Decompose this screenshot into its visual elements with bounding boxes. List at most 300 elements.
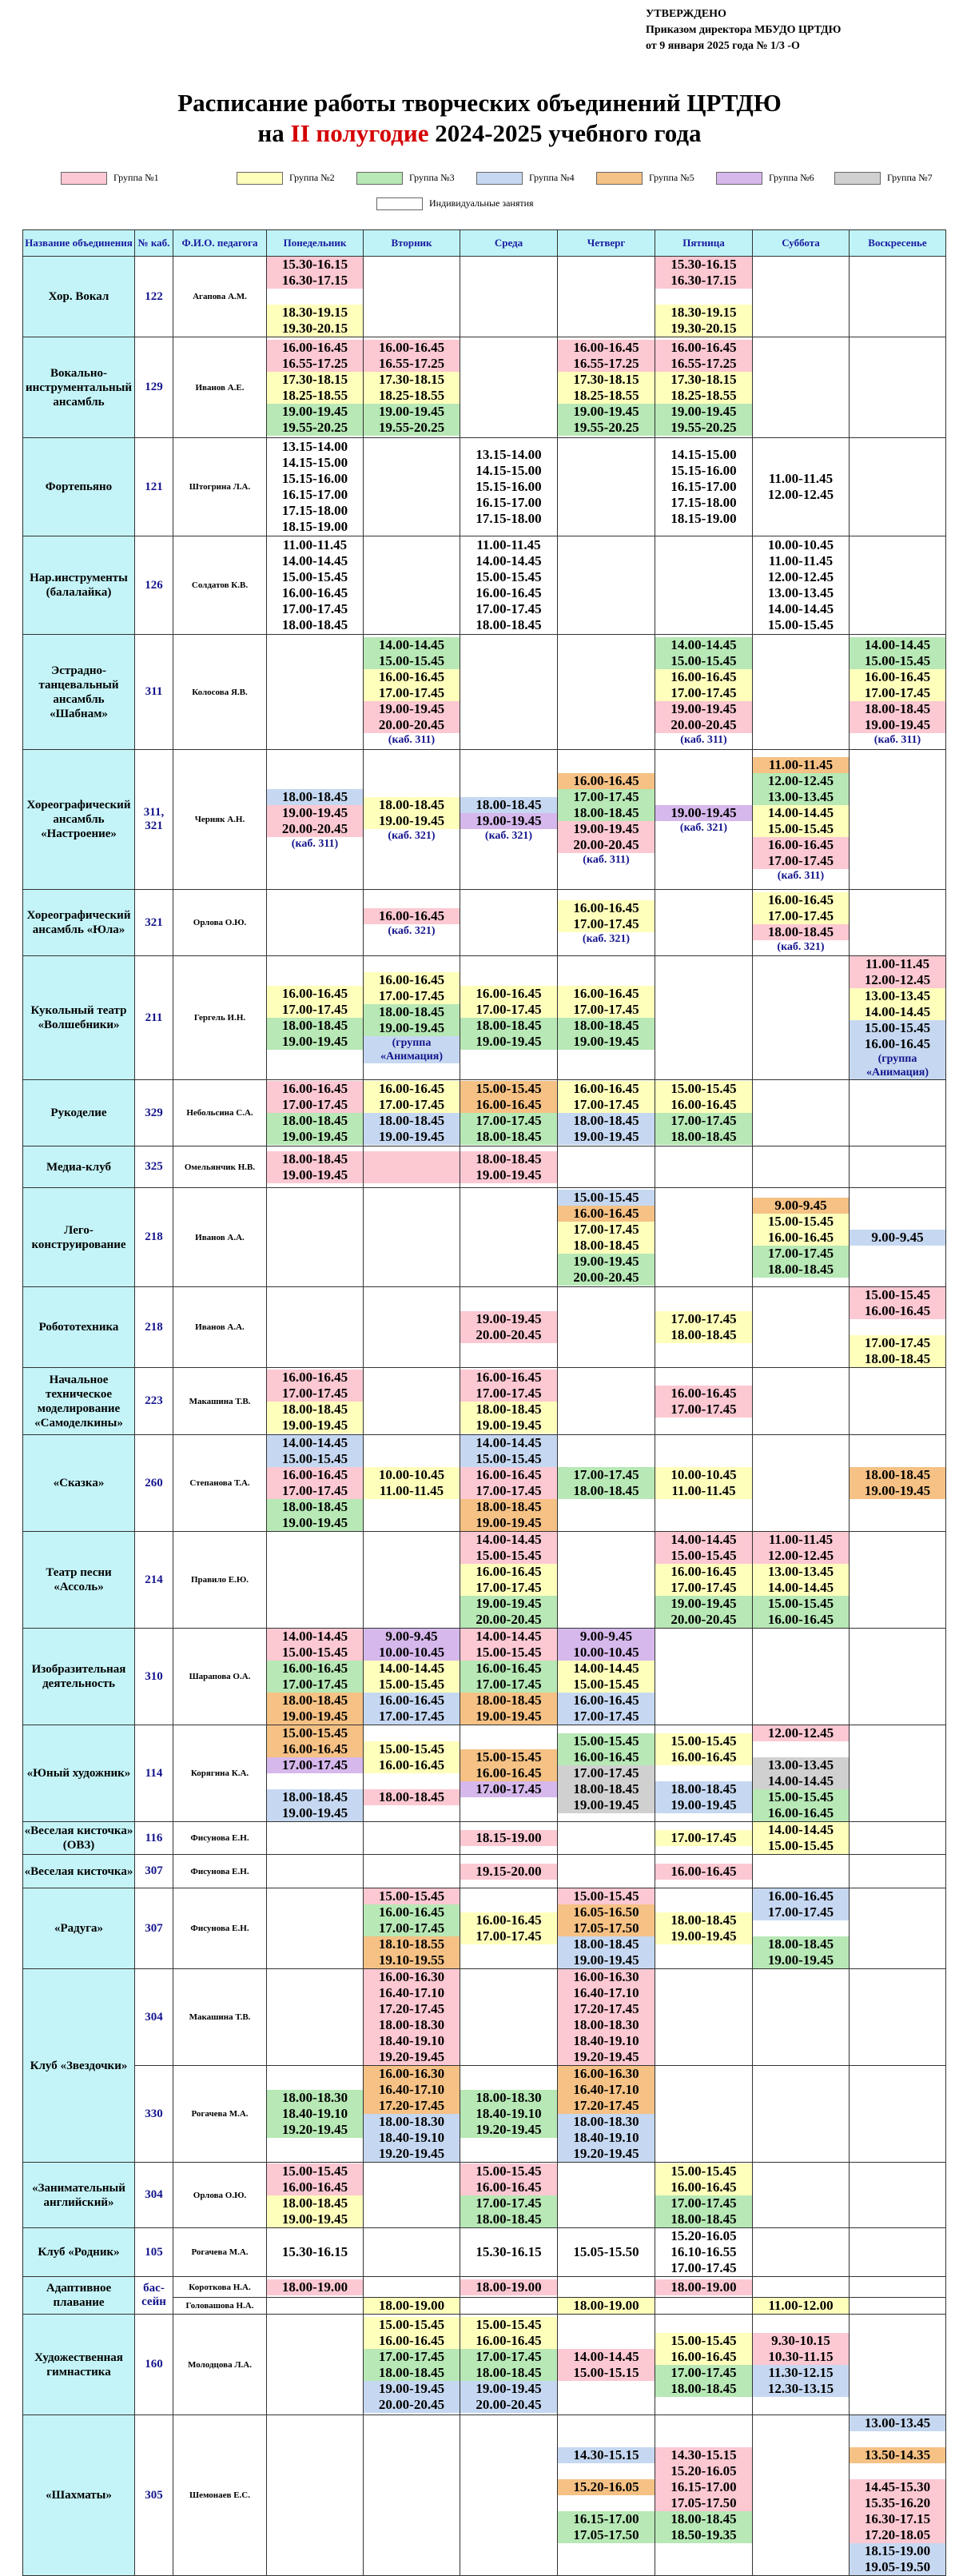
time-slot: 18.00-18.45 bbox=[460, 2365, 557, 2381]
column-header: № каб. bbox=[135, 230, 173, 257]
time-slot: 14.00-14.45 bbox=[364, 637, 460, 653]
day-cell bbox=[753, 1188, 850, 1287]
legend-label: Группа №5 bbox=[649, 172, 694, 183]
time-slot: 15.00-15.45 bbox=[364, 1888, 460, 1904]
time-slot: 16.00-16.45 bbox=[655, 2349, 752, 2365]
time-slot: 11.00-11.45 bbox=[753, 757, 849, 773]
day-cell bbox=[850, 1822, 946, 1855]
time-slot: 19.00-19.45 bbox=[558, 1034, 655, 1050]
room-number: 310 bbox=[135, 1629, 173, 1725]
time-slot: 15.00-15.45 bbox=[267, 1645, 363, 1661]
time-slot: 18.15-19.00 bbox=[850, 2543, 945, 2559]
time-slot: 17.00-17.45 bbox=[364, 1709, 460, 1725]
time-slot: 14.00-14.45 bbox=[850, 637, 945, 653]
teacher-name: Орлова О.Ю. bbox=[173, 890, 267, 956]
time-slot: 20.00-20.45 bbox=[558, 837, 655, 853]
time-slot: 14.00-14.45 bbox=[558, 2349, 655, 2365]
time-slot: 18.00-18.45 bbox=[753, 1262, 849, 1278]
color-legend bbox=[61, 171, 933, 219]
table-row bbox=[23, 2277, 946, 2298]
table-row bbox=[23, 890, 946, 956]
time-slot: 18.00-18.45 bbox=[558, 1113, 655, 1129]
time-slot bbox=[364, 1151, 460, 1167]
association-name: Эстрадно-танцевальный ансамбль «Шабнам» bbox=[23, 635, 135, 750]
time-slot: 20.00-20.45 bbox=[655, 1612, 752, 1628]
room-number: 311 bbox=[135, 635, 173, 750]
legend-item bbox=[716, 171, 814, 185]
day-cell bbox=[267, 1287, 364, 1368]
table-row bbox=[23, 1532, 946, 1629]
time-slot: 15.00-15.45 bbox=[655, 1548, 752, 1564]
column-header: Название объединения bbox=[23, 230, 135, 257]
room-note: (каб. 311) bbox=[873, 734, 921, 746]
time-slot: 19.00-19.45 bbox=[364, 813, 460, 829]
time-slot: 18.50-19.35 bbox=[655, 2527, 752, 2543]
day-cell bbox=[267, 1532, 364, 1629]
time-slot: 19.00-19.45 bbox=[558, 1797, 655, 1813]
time-slot: 19.20-19.45 bbox=[267, 2122, 363, 2138]
day-cell bbox=[558, 1629, 655, 1725]
time-slot: 15.00-15.45 bbox=[364, 1741, 460, 1757]
room-number: 307 bbox=[135, 1888, 173, 1969]
time-slot: 18.25-18.55 bbox=[655, 388, 752, 404]
day-cell bbox=[655, 635, 753, 750]
time-slot: 16.00-16.45 bbox=[558, 986, 655, 1002]
time-slot: 18.00-19.00 bbox=[267, 2279, 363, 2295]
time-slot: 16.00-16.45 bbox=[267, 986, 363, 1002]
day-cell bbox=[558, 1146, 655, 1188]
time-slot: 18.00-18.45 bbox=[460, 617, 557, 633]
time-slot: 14.00-14.45 bbox=[753, 601, 849, 617]
day-cell bbox=[460, 2315, 558, 2415]
association-name: «Веселая кисточка» bbox=[23, 1855, 135, 1888]
time-slot: 17.00-17.45 bbox=[460, 2349, 557, 2365]
time-slot bbox=[267, 1773, 363, 1789]
day-cell bbox=[460, 1287, 558, 1368]
time-slot: 16.00-16.45 bbox=[364, 2333, 460, 2349]
time-slot: 15.30-16.15 bbox=[267, 2244, 363, 2260]
day-cell bbox=[753, 1287, 850, 1368]
time-slot: 16.15-17.00 bbox=[655, 479, 752, 495]
day-cell bbox=[655, 1855, 753, 1888]
time-slot: 15.00-15.45 bbox=[850, 653, 945, 669]
time-slot: 14.15-15.00 bbox=[655, 447, 752, 463]
time-slot: 18.00-18.45 bbox=[753, 1936, 849, 1952]
day-cell bbox=[460, 750, 558, 890]
time-slot: 18.00-19.00 bbox=[460, 2279, 557, 2295]
association-name: «Шахматы» bbox=[23, 2415, 135, 2576]
time-slot: 17.05-17.50 bbox=[558, 2527, 655, 2543]
legend-item bbox=[376, 197, 534, 210]
time-slot: 17.00-17.45 bbox=[267, 1483, 363, 1499]
day-cell bbox=[655, 1188, 753, 1287]
time-slot: 18.00-18.45 bbox=[267, 617, 363, 633]
teacher-name: Рогачева М.А. bbox=[173, 2066, 267, 2163]
time-slot: 18.15-19.00 bbox=[460, 1830, 557, 1846]
table-row bbox=[23, 956, 946, 1080]
day-cell bbox=[850, 635, 946, 750]
time-slot: 17.00-17.45 bbox=[460, 1113, 557, 1129]
day-cell bbox=[850, 1532, 946, 1629]
day-cell bbox=[267, 2315, 364, 2415]
day-cell bbox=[460, 1855, 558, 1888]
teacher-name: Черняк А.Н. bbox=[173, 750, 267, 890]
association-name: «Радуга» bbox=[23, 1888, 135, 1969]
room-note: (каб. 321) bbox=[388, 829, 436, 842]
day-cell bbox=[558, 635, 655, 750]
time-slot: 16.30-17.15 bbox=[267, 273, 363, 289]
day-cell bbox=[753, 890, 850, 956]
day-cell bbox=[850, 1368, 946, 1435]
time-slot: 16.00-16.30 bbox=[364, 2066, 460, 2082]
association-name: «Сказка» bbox=[23, 1435, 135, 1532]
room-note: (группа «Анимация) bbox=[364, 1036, 460, 1063]
title-line-1: Расписание работы творческих объединений ЦРТДЮ bbox=[177, 89, 782, 117]
time-slot: 18.00-19.00 bbox=[364, 2298, 460, 2314]
time-slot: 15.00-15.45 bbox=[460, 2317, 557, 2333]
day-cell bbox=[850, 2277, 946, 2298]
day-cell bbox=[267, 890, 364, 956]
time-slot: 17.00-17.45 bbox=[753, 1246, 849, 1262]
time-slot: 17.00-17.45 bbox=[753, 853, 849, 869]
time-slot: 17.00-17.45 bbox=[267, 1097, 363, 1113]
time-slot: 20.00-20.45 bbox=[460, 1327, 557, 1343]
time-slot: 15.00-15.45 bbox=[655, 653, 752, 669]
time-slot: 17.00-17.45 bbox=[850, 685, 945, 701]
association-name: Клуб «Родник» bbox=[23, 2228, 135, 2277]
table-row bbox=[23, 1888, 946, 1969]
time-slot: 18.00-18.45 bbox=[267, 1402, 363, 1418]
time-slot: 17.00-17.45 bbox=[267, 1386, 363, 1402]
day-cell bbox=[558, 2163, 655, 2228]
day-cell bbox=[267, 1822, 364, 1855]
day-cell bbox=[267, 2163, 364, 2228]
time-slot: 17.00-17.45 bbox=[364, 1920, 460, 1936]
time-slot: 10.30-11.15 bbox=[753, 2349, 849, 2365]
time-slot: 16.00-16.45 bbox=[655, 1097, 752, 1113]
day-cell bbox=[460, 1969, 558, 2066]
title-suffix: 2024-2025 учебного года bbox=[435, 119, 702, 147]
time-slot: 19.00-19.45 bbox=[460, 1596, 557, 1612]
day-cell bbox=[753, 1888, 850, 1969]
time-slot: 17.20-17.45 bbox=[364, 2001, 460, 2017]
teacher-name: Шарапова О.А. bbox=[173, 1629, 267, 1725]
room-number: 129 bbox=[135, 337, 173, 438]
time-slot: 14.00-14.45 bbox=[460, 553, 557, 569]
time-slot: 16.00-16.45 bbox=[460, 1765, 557, 1781]
time-slot bbox=[558, 2495, 655, 2511]
day-cell bbox=[267, 337, 364, 438]
time-slot: 15.00-15.45 bbox=[460, 1451, 557, 1467]
room-note: (каб. 321) bbox=[484, 829, 533, 842]
time-slot: 10.00-10.45 bbox=[655, 1467, 752, 1483]
time-slot: 12.00-12.45 bbox=[753, 487, 849, 503]
time-slot: 18.25-18.55 bbox=[558, 388, 655, 404]
time-slot: 11.00-11.45 bbox=[364, 1483, 460, 1499]
legend-swatch bbox=[476, 172, 523, 185]
room-note: (группа «Анимация) bbox=[850, 1052, 945, 1079]
time-slot: 16.00-16.45 bbox=[850, 1036, 945, 1052]
time-slot: 15.00-15.45 bbox=[364, 653, 460, 669]
column-header: Понедельник bbox=[267, 230, 364, 257]
time-slot: 18.30-19.15 bbox=[267, 305, 363, 321]
day-cell bbox=[364, 1969, 460, 2066]
time-slot: 19.00-19.45 bbox=[558, 821, 655, 837]
day-cell bbox=[753, 635, 850, 750]
time-slot: 15.00-15.45 bbox=[850, 1020, 945, 1036]
time-slot: 14.00-14.45 bbox=[267, 553, 363, 569]
time-slot: 16.15-17.00 bbox=[460, 495, 557, 511]
time-slot: 17.15-18.00 bbox=[267, 503, 363, 519]
time-slot: 18.00-18.45 bbox=[267, 789, 363, 805]
column-header: Четверг bbox=[558, 230, 655, 257]
time-slot: 12.00-12.45 bbox=[753, 569, 849, 585]
time-slot: 17.00-17.45 bbox=[558, 1222, 655, 1238]
day-cell bbox=[850, 536, 946, 635]
time-slot: 17.15-18.00 bbox=[460, 511, 557, 527]
time-slot bbox=[753, 1920, 849, 1936]
legend-label: Группа №6 bbox=[769, 172, 814, 183]
time-slot: 18.00-18.45 bbox=[460, 1151, 557, 1167]
room-number: 304 bbox=[135, 1969, 173, 2066]
time-slot: 17.00-17.45 bbox=[655, 1402, 752, 1418]
time-slot: 19.00-19.45 bbox=[460, 2381, 557, 2397]
day-cell bbox=[364, 438, 460, 536]
day-cell bbox=[267, 2066, 364, 2163]
day-cell bbox=[558, 2228, 655, 2277]
approval-line-3: от 9 января 2025 года № 1/3 -О bbox=[646, 40, 800, 52]
time-slot: 17.00-17.45 bbox=[558, 1467, 655, 1483]
time-slot: 17.00-17.45 bbox=[267, 601, 363, 617]
association-name: Хореографический ансамбль «Настроение» bbox=[23, 750, 135, 890]
time-slot: 15.20-16.05 bbox=[655, 2463, 752, 2479]
room-note: (каб. 311) bbox=[583, 853, 630, 866]
table-row bbox=[23, 1287, 946, 1368]
day-cell bbox=[364, 2163, 460, 2228]
approval-line-1: УТВЕРЖДЕНО bbox=[646, 8, 726, 20]
day-cell bbox=[655, 2228, 753, 2277]
day-cell bbox=[850, 1287, 946, 1368]
time-slot: 18.25-18.55 bbox=[364, 388, 460, 404]
time-slot: 19.00-19.45 bbox=[558, 404, 655, 420]
day-cell bbox=[364, 536, 460, 635]
room-note: (каб. 321) bbox=[777, 940, 825, 953]
day-cell bbox=[460, 1532, 558, 1629]
day-cell bbox=[364, 337, 460, 438]
room-note: (каб. 321) bbox=[388, 924, 436, 937]
time-slot: 16.00-16.45 bbox=[267, 1661, 363, 1677]
time-slot: 9.00-9.45 bbox=[850, 1230, 945, 1246]
day-cell bbox=[558, 438, 655, 536]
time-slot: 19.00-19.45 bbox=[267, 1129, 363, 1145]
day-cell bbox=[558, 2066, 655, 2163]
time-slot: 15.15-16.00 bbox=[655, 463, 752, 479]
room-number: 329 bbox=[135, 1080, 173, 1146]
room-note: (каб. 321) bbox=[582, 932, 631, 945]
time-slot: 15.00-15.45 bbox=[655, 2333, 752, 2349]
time-slot: 15.00-15.45 bbox=[460, 2163, 557, 2179]
time-slot: 14.30-15.15 bbox=[558, 2447, 655, 2463]
time-slot: 18.40-19.10 bbox=[558, 2033, 655, 2049]
time-slot: 18.00-18.30 bbox=[460, 2090, 557, 2106]
time-slot: 17.20-17.45 bbox=[558, 2001, 655, 2017]
room-number: 122 bbox=[135, 257, 173, 337]
time-slot: 15.15-16.00 bbox=[267, 471, 363, 487]
time-slot: 17.00-17.45 bbox=[460, 1002, 557, 1018]
day-cell bbox=[558, 750, 655, 890]
room-number: бас-сейн bbox=[135, 2277, 173, 2315]
association-name: Начальное техническое моделирование «Самоделкины» bbox=[23, 1368, 135, 1435]
time-slot: 15.00-15.45 bbox=[753, 1214, 849, 1230]
time-slot: 17.00-17.45 bbox=[655, 685, 752, 701]
time-slot: 16.00-16.45 bbox=[655, 2179, 752, 2195]
time-slot: 11.00-11.45 bbox=[267, 537, 363, 553]
room-number: 223 bbox=[135, 1368, 173, 1435]
time-slot: 16.00-16.30 bbox=[558, 1969, 655, 1985]
day-cell bbox=[655, 1725, 753, 1822]
time-slot: 15.00-15.45 bbox=[460, 1548, 557, 1564]
day-cell bbox=[655, 1969, 753, 2066]
time-slot: 16.30-17.15 bbox=[850, 2511, 945, 2527]
time-slot: 19.00-19.45 bbox=[460, 1167, 557, 1183]
time-slot: 18.10-18.55 bbox=[364, 1936, 460, 1952]
legend-swatch bbox=[376, 197, 423, 210]
time-slot: 15.20-16.05 bbox=[558, 2479, 655, 2495]
time-slot: 12.00-12.45 bbox=[753, 773, 849, 789]
table-row bbox=[23, 1969, 946, 2066]
legend-swatch bbox=[834, 172, 881, 185]
day-cell bbox=[364, 2277, 460, 2298]
teacher-name: Небольсина С.А. bbox=[173, 1080, 267, 1146]
day-cell bbox=[558, 2277, 655, 2298]
teacher-name: Орлова О.Ю. bbox=[173, 2163, 267, 2228]
day-cell bbox=[267, 2228, 364, 2277]
time-slot: 19.20-19.45 bbox=[460, 2122, 557, 2138]
time-slot: 17.00-17.45 bbox=[558, 1765, 655, 1781]
time-slot: 20.00-20.45 bbox=[460, 2397, 557, 2413]
time-slot: 17.00-17.45 bbox=[364, 2349, 460, 2365]
day-cell bbox=[850, 1080, 946, 1146]
time-slot: 17.00-17.45 bbox=[558, 789, 655, 805]
day-cell bbox=[558, 1532, 655, 1629]
time-slot: 16.00-16.45 bbox=[267, 1370, 363, 1386]
room-number: 160 bbox=[135, 2315, 173, 2415]
teacher-name: Правило Е.Ю. bbox=[173, 1532, 267, 1629]
schedule-table bbox=[22, 229, 946, 2576]
legend-item bbox=[834, 171, 933, 185]
day-cell bbox=[655, 2066, 753, 2163]
day-cell bbox=[850, 2415, 946, 2576]
day-cell bbox=[460, 635, 558, 750]
time-slot: 16.00-16.45 bbox=[364, 1757, 460, 1773]
time-slot: 18.00-18.45 bbox=[850, 1351, 945, 1367]
day-cell bbox=[655, 1146, 753, 1188]
table-row bbox=[23, 635, 946, 750]
time-slot: 19.00-19.45 bbox=[267, 1805, 363, 1821]
day-cell bbox=[655, 2298, 753, 2315]
day-cell bbox=[558, 1822, 655, 1855]
teacher-name: Молодцова Л.А. bbox=[173, 2315, 267, 2415]
time-slot: 16.00-16.45 bbox=[753, 837, 849, 853]
time-slot: 15.00-15.45 bbox=[558, 1733, 655, 1749]
day-cell bbox=[655, 1822, 753, 1855]
day-cell bbox=[655, 1629, 753, 1725]
day-cell bbox=[460, 1888, 558, 1969]
time-slot: 15.00-15.45 bbox=[267, 569, 363, 585]
time-slot: 17.00-17.45 bbox=[558, 916, 655, 932]
room-number: 105 bbox=[135, 2228, 173, 2277]
table-row bbox=[23, 2228, 946, 2277]
time-slot: 16.40-17.10 bbox=[364, 1985, 460, 2001]
time-slot: 16.00-16.30 bbox=[364, 1969, 460, 1985]
table-row bbox=[23, 1080, 946, 1146]
time-slot: 14.00-14.45 bbox=[460, 1435, 557, 1451]
time-slot: 19.00-19.45 bbox=[364, 2381, 460, 2397]
room-number: 330 bbox=[135, 2066, 173, 2163]
table-row bbox=[23, 2315, 946, 2415]
time-slot: 18.00-18.45 bbox=[364, 2365, 460, 2381]
day-cell bbox=[460, 1146, 558, 1188]
time-slot: 19.00-19.45 bbox=[850, 717, 945, 733]
time-slot: 17.00-17.45 bbox=[460, 1580, 557, 1596]
time-slot: 20.00-20.45 bbox=[655, 717, 752, 733]
time-slot: 19.55-20.25 bbox=[558, 420, 655, 436]
time-slot: 16.00-16.45 bbox=[558, 1693, 655, 1709]
time-slot: 19.00-19.45 bbox=[267, 1167, 363, 1183]
day-cell bbox=[364, 2298, 460, 2315]
time-slot: 19.00-19.45 bbox=[753, 1952, 849, 1968]
legend-item bbox=[61, 171, 159, 185]
time-slot: 18.00-18.45 bbox=[460, 2211, 557, 2227]
time-slot: 17.00-17.45 bbox=[655, 1311, 752, 1327]
time-slot bbox=[850, 1319, 945, 1335]
day-cell bbox=[753, 956, 850, 1080]
time-slot: 16.00-16.45 bbox=[364, 669, 460, 685]
time-slot: 20.00-20.45 bbox=[460, 1612, 557, 1628]
day-cell bbox=[753, 2228, 850, 2277]
time-slot: 16.00-16.45 bbox=[460, 2333, 557, 2349]
time-slot: 16.00-16.45 bbox=[655, 1749, 752, 1765]
time-slot: 10.00-10.45 bbox=[364, 1467, 460, 1483]
time-slot bbox=[267, 289, 363, 305]
time-slot: 18.00-18.45 bbox=[655, 2381, 752, 2397]
time-slot: 16.00-16.45 bbox=[364, 972, 460, 988]
day-cell bbox=[753, 1146, 850, 1188]
time-slot: 16.40-17.10 bbox=[364, 2082, 460, 2098]
time-slot: 18.15-19.00 bbox=[655, 511, 752, 527]
time-slot: 18.00-18.45 bbox=[267, 1151, 363, 1167]
day-cell bbox=[655, 438, 753, 536]
time-slot: 18.00-18.30 bbox=[558, 2017, 655, 2033]
table-row bbox=[23, 1822, 946, 1855]
teacher-name: Макашина Т.В. bbox=[173, 1969, 267, 2066]
day-cell bbox=[753, 1822, 850, 1855]
time-slot: 19.00-19.45 bbox=[558, 1129, 655, 1145]
time-slot: 10.00-10.45 bbox=[558, 1645, 655, 1661]
day-cell bbox=[753, 1629, 850, 1725]
day-cell bbox=[364, 1532, 460, 1629]
day-cell bbox=[460, 956, 558, 1080]
legend-label: Группа №3 bbox=[409, 172, 455, 183]
time-slot: 16.00-16.45 bbox=[460, 1912, 557, 1928]
time-slot: 17.00-17.45 bbox=[558, 1097, 655, 1113]
association-name: Кукольный театр «Волшебники» bbox=[23, 956, 135, 1080]
time-slot: 17.00-17.45 bbox=[460, 1928, 557, 1944]
day-cell bbox=[460, 1435, 558, 1532]
day-cell bbox=[364, 1855, 460, 1888]
time-slot: 16.00-16.45 bbox=[460, 1564, 557, 1580]
time-slot: 18.00-18.45 bbox=[753, 924, 849, 940]
